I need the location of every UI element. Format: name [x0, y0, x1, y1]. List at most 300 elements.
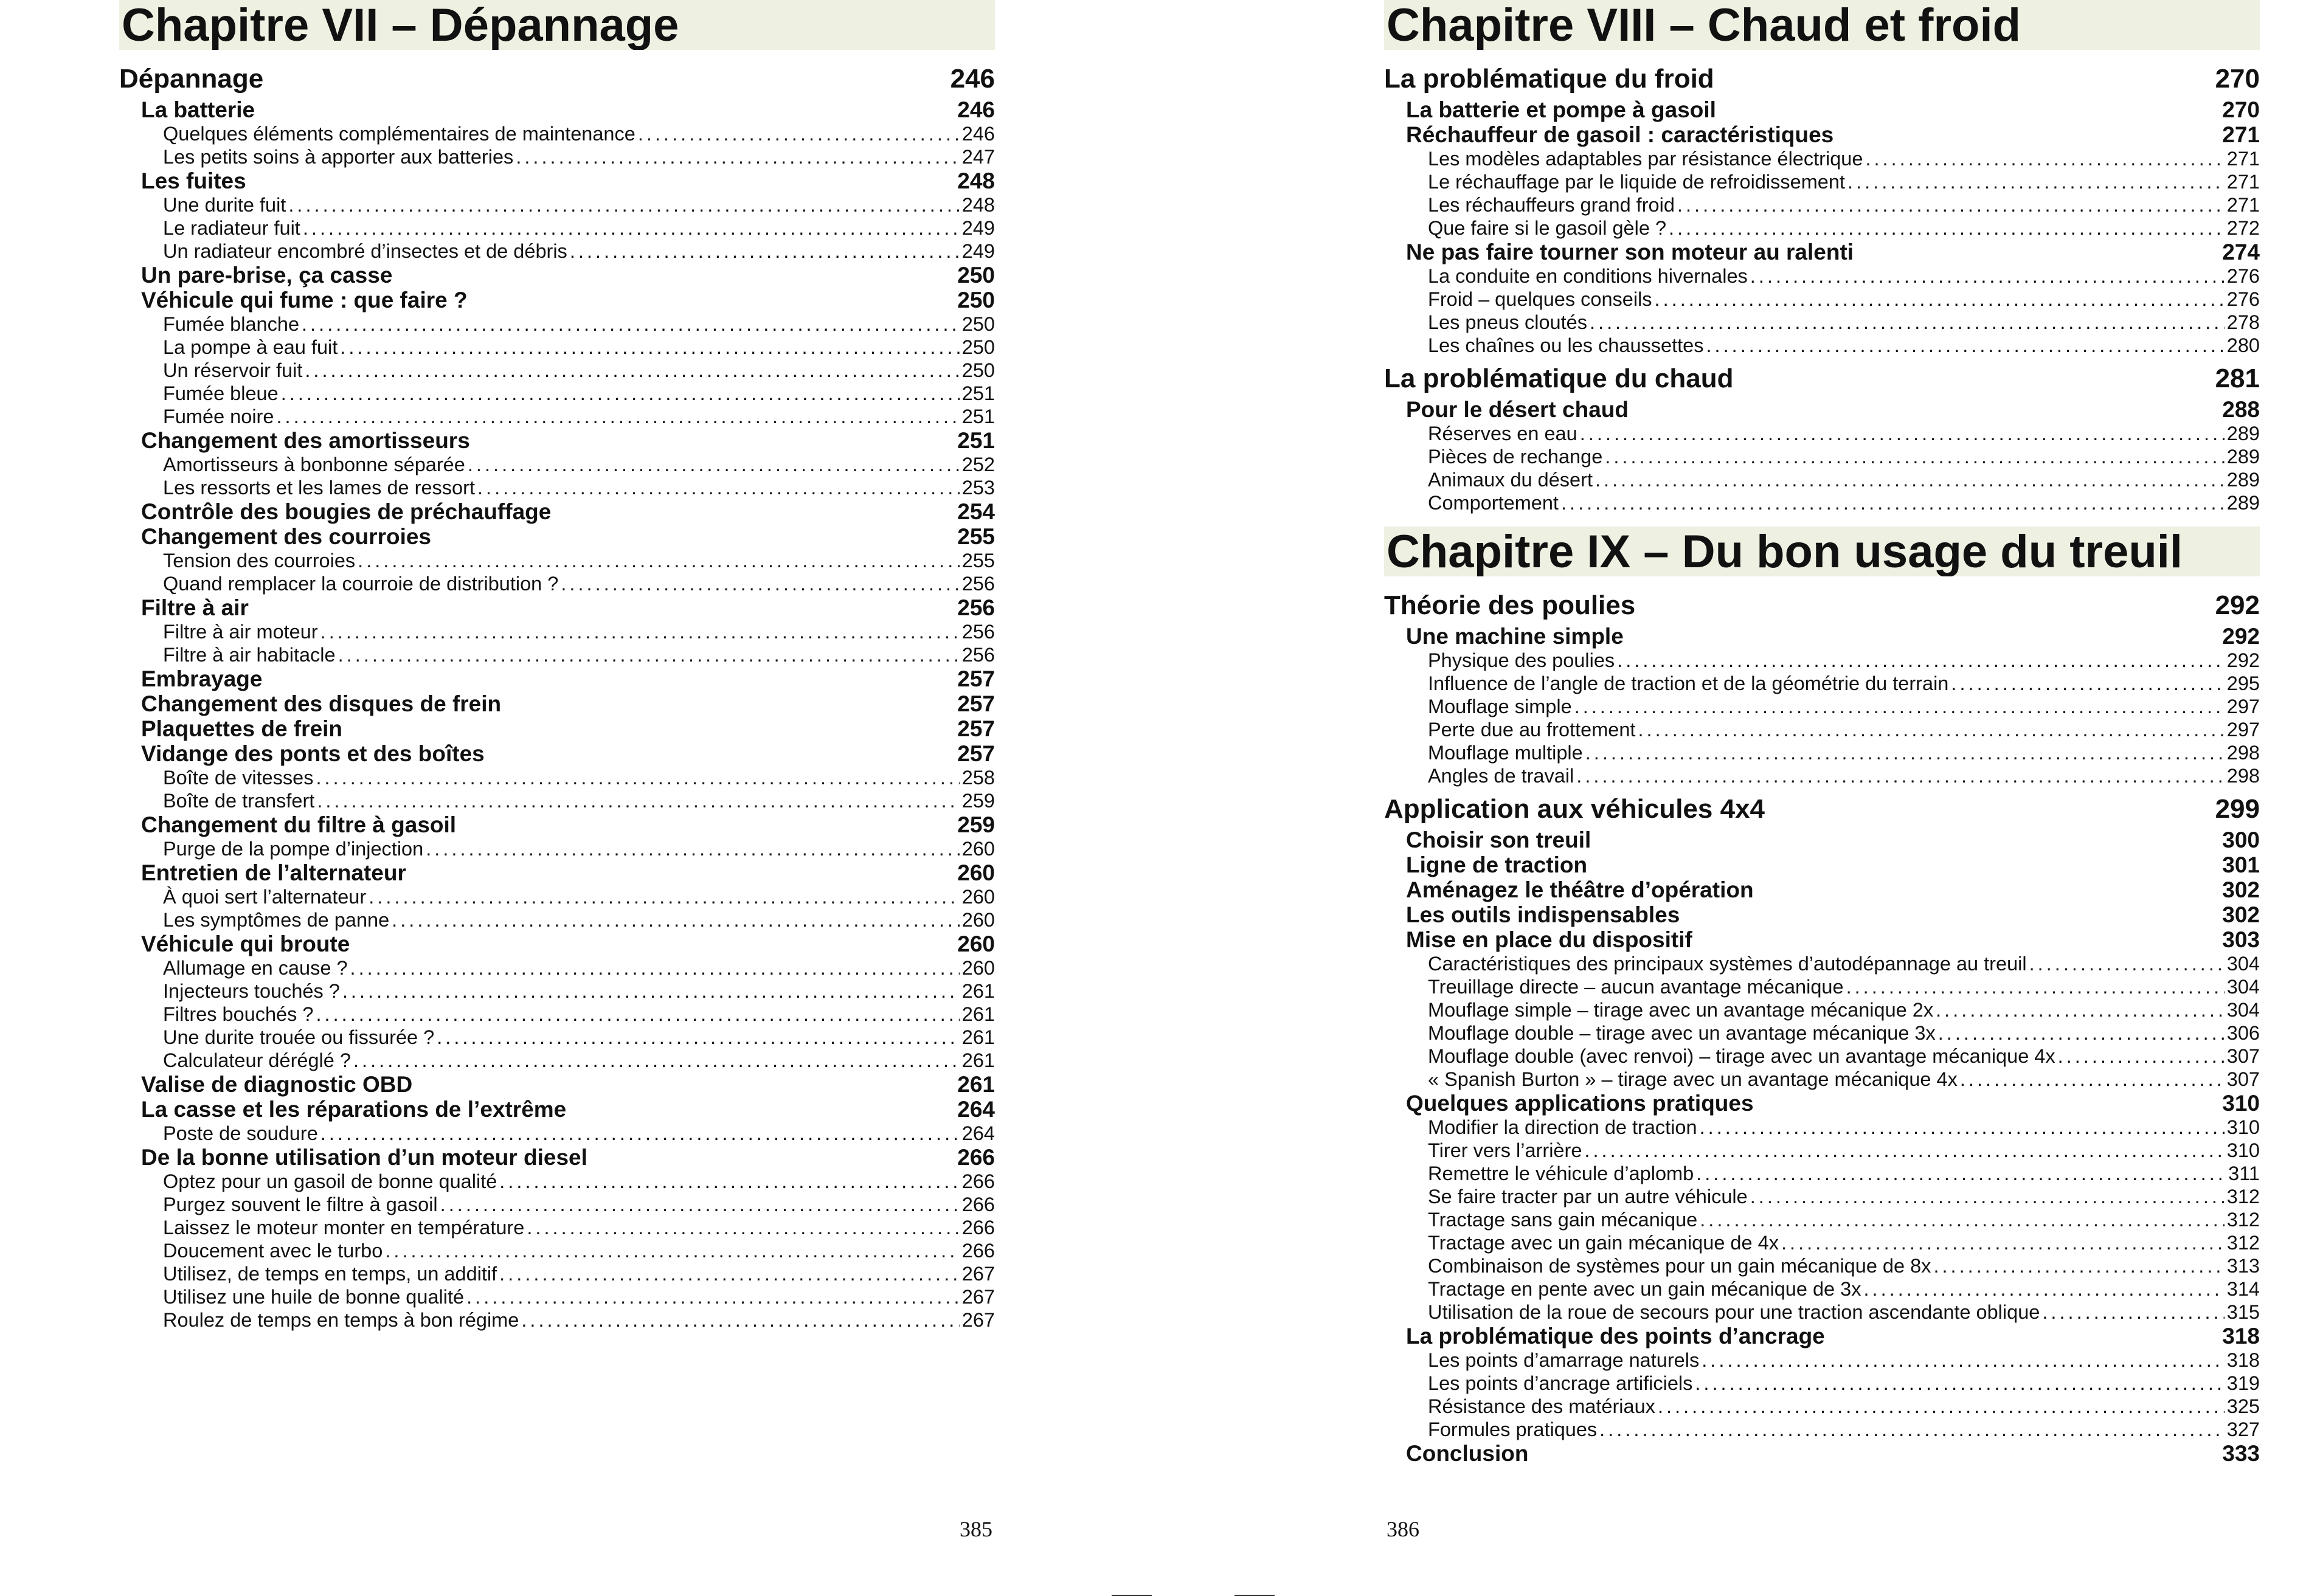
toc-entry — [119, 1308, 995, 1332]
toc-page-number: 251 — [957, 428, 995, 453]
toc-title: Véhicule qui broute — [141, 931, 350, 956]
toc-title: Que faire si le gasoil gèle ? — [1428, 217, 1667, 239]
toc-page-number: 261 — [961, 980, 995, 1002]
toc-title: Tractage en pente avec un gain mécanique de 3x — [1428, 1278, 1861, 1300]
toc-page-number: 318 — [2226, 1349, 2260, 1371]
toc-page-number: 256 — [961, 621, 995, 643]
dot-leader — [1700, 1208, 2225, 1231]
toc-page-number: 306 — [2226, 1022, 2260, 1044]
toc-entry — [119, 382, 995, 405]
toc-title: Un radiateur encombré d’insectes et de débris — [163, 240, 567, 262]
toc-entry — [119, 122, 995, 145]
toc-title: Optez pour un gasoil de bonne qualité — [163, 1170, 497, 1192]
toc-page-number: 252 — [961, 454, 995, 475]
toc-title: Treuillage directe – aucun avantage mécanique — [1428, 976, 1844, 998]
toc-page-number: 267 — [961, 1263, 995, 1285]
toc-title: Pour le désert chaud — [1406, 397, 1629, 422]
dot-leader — [392, 908, 960, 931]
toc-entry — [1384, 1349, 2260, 1372]
toc-page-number: 289 — [2226, 423, 2260, 444]
toc-subsection — [119, 931, 995, 956]
dot-leader — [317, 789, 959, 812]
toc-title: Une durite trouée ou fissurée ? — [163, 1026, 435, 1048]
dot-leader — [437, 1026, 960, 1049]
dot-leader — [1576, 764, 2224, 787]
toc-page-number: 289 — [2226, 492, 2260, 514]
dot-leader — [1584, 1139, 2224, 1162]
toc-subsection — [119, 812, 995, 837]
dot-leader — [1702, 1349, 2225, 1372]
toc-title: Mouflage simple — [1428, 696, 1572, 717]
toc-page-number: 256 — [957, 595, 995, 620]
dot-leader — [350, 956, 960, 979]
dot-leader — [1865, 147, 2224, 170]
toc-page-number: 249 — [961, 217, 995, 239]
toc-title: Les fuites — [141, 168, 246, 193]
toc-entry — [1384, 1185, 2260, 1208]
toc-subsection — [119, 860, 995, 885]
toc-section — [119, 64, 995, 94]
toc-page-number: 246 — [961, 123, 995, 145]
toc-title: Les outils indispensables — [1406, 902, 1680, 927]
toc-title: Embrayage — [141, 666, 263, 691]
toc-page-number: 300 — [2222, 827, 2260, 852]
toc-page-number: 266 — [957, 1145, 995, 1170]
toc-title: Tension des courroies — [163, 550, 356, 572]
toc-title: Modifier la direction de traction — [1428, 1116, 1697, 1138]
toc-entry — [119, 1003, 995, 1026]
toc-title: Purgez souvent le filtre à gasoil — [163, 1194, 438, 1215]
chapter-title: Chapitre VII – Dépannage — [119, 0, 995, 50]
toc-subsection — [119, 524, 995, 549]
toc-page-number: 257 — [957, 691, 995, 716]
chapter-title: Chapitre VIII – Chaud et froid — [1384, 0, 2260, 50]
toc-page-number: 248 — [961, 194, 995, 216]
toc-page-number: 270 — [2222, 97, 2260, 122]
toc-entry — [1384, 1277, 2260, 1301]
toc-page-number: 246 — [950, 64, 995, 94]
toc-title: Changement des disques de frein — [141, 691, 502, 716]
toc-entry — [119, 620, 995, 643]
toc-page-number: 310 — [2226, 1116, 2260, 1138]
toc-page-number: 259 — [961, 790, 995, 812]
dot-leader — [1669, 216, 2225, 240]
toc-subsection — [1384, 624, 2260, 649]
toc-page-number: 258 — [961, 767, 995, 789]
toc-title: Véhicule qui fume : que faire ? — [141, 288, 468, 313]
toc-page-number: 302 — [2222, 877, 2260, 902]
toc-subsection — [1384, 1324, 2260, 1349]
toc-page-number: 289 — [2226, 469, 2260, 491]
dot-leader — [1750, 264, 2225, 288]
toc-title: Le radiateur fuit — [163, 217, 300, 239]
dot-leader — [1617, 649, 2225, 672]
toc-title: Filtre à air moteur — [163, 621, 318, 643]
right-page — [1384, 0, 2260, 1556]
dot-leader — [1750, 1185, 2225, 1208]
toc-title: De la bonne utilisation d’un moteur diesel — [141, 1145, 587, 1170]
toc-page-number: 250 — [961, 336, 995, 358]
toc-page-number: 266 — [961, 1194, 995, 1215]
toc-entry — [119, 837, 995, 860]
toc-page-number: 261 — [961, 1003, 995, 1025]
toc-page-number: 260 — [961, 838, 995, 860]
toc-title: Boîte de vitesses — [163, 767, 314, 789]
toc-page-number: 288 — [2222, 397, 2260, 422]
toc-title: Injecteurs touchés ? — [163, 980, 340, 1002]
toc-entry — [119, 956, 995, 979]
toc-title: Mouflage simple – tirage avec un avantage mécanique 2x — [1428, 999, 1934, 1021]
dot-leader — [1561, 491, 2225, 514]
toc-page-number: 251 — [961, 382, 995, 404]
toc-title: La pompe à eau fuit — [163, 336, 338, 358]
toc-page-number: 256 — [961, 644, 995, 666]
toc-page-number: 327 — [2226, 1418, 2260, 1440]
toc-title: Pièces de rechange — [1428, 446, 1603, 468]
dot-leader — [1846, 975, 2225, 998]
dot-leader — [353, 1049, 960, 1072]
toc-page-number: 260 — [961, 957, 995, 979]
dot-leader — [320, 620, 960, 643]
toc-page-number: 299 — [2215, 794, 2260, 824]
dot-leader — [1590, 311, 2225, 334]
toc-title: Calculateur déréglé ? — [163, 1049, 351, 1071]
toc-page-number: 254 — [957, 499, 995, 524]
toc-title: Changement des amortisseurs — [141, 428, 470, 453]
toc-page-number: 292 — [2215, 590, 2260, 620]
toc-entry — [119, 1049, 995, 1072]
toc-subsection — [1384, 97, 2260, 122]
toc-page-number: 257 — [957, 666, 995, 691]
toc-title: Se faire tracter par un autre véhicule — [1428, 1186, 1748, 1207]
dot-leader — [1599, 1418, 2225, 1441]
toc-entry — [119, 216, 995, 240]
toc-entry — [1384, 311, 2260, 334]
toc-title: Les ressorts et les lames de ressort — [163, 477, 475, 499]
toc-page-number: 267 — [961, 1286, 995, 1308]
toc-page-number: 312 — [2226, 1186, 2260, 1207]
table-of-contents — [1384, 591, 2260, 1466]
toc-page-number: 297 — [2226, 719, 2260, 741]
dot-leader — [2029, 952, 2225, 975]
dot-leader — [1951, 672, 2224, 695]
toc-entry — [1384, 1372, 2260, 1395]
dot-leader — [1960, 1068, 2225, 1091]
toc-entry — [119, 1216, 995, 1239]
toc-title: Changement des courroies — [141, 524, 432, 549]
toc-title: Mouflage multiple — [1428, 742, 1583, 764]
toc-title: Une durite fuit — [163, 194, 286, 216]
toc-title: Les points d’amarrage naturels — [1428, 1349, 1700, 1371]
toc-title: Réserves en eau — [1428, 423, 1577, 444]
toc-entry — [1384, 1139, 2260, 1162]
toc-subsection — [1384, 902, 2260, 927]
toc-page-number: 311 — [2228, 1162, 2260, 1184]
toc-page-number: 260 — [961, 886, 995, 908]
toc-title: Utilisez une huile de bonne qualité — [163, 1286, 465, 1308]
dot-leader — [1580, 422, 2225, 445]
toc-page-number: 250 — [961, 313, 995, 335]
toc-entry — [1384, 422, 2260, 445]
toc-entry — [119, 1262, 995, 1285]
toc-title: Remettre le véhicule d’aplomb — [1428, 1162, 1694, 1184]
dot-leader — [1605, 445, 2224, 468]
dot-leader — [1696, 1162, 2226, 1185]
toc-entry — [119, 789, 995, 812]
toc-page-number: 271 — [2226, 148, 2260, 170]
toc-page-number: 307 — [2226, 1068, 2260, 1090]
toc-entry — [119, 240, 995, 263]
toc-title: Ligne de traction — [1406, 852, 1588, 877]
dot-leader — [303, 216, 960, 240]
toc-subsection — [119, 741, 995, 766]
toc-title: La problématique du froid — [1384, 64, 1714, 94]
toc-subsection — [119, 691, 995, 716]
dot-leader — [1677, 193, 2225, 216]
toc-title: Les pneus cloutés — [1428, 311, 1587, 333]
toc-title: Boîte de transfert — [163, 790, 315, 812]
toc-page-number: 255 — [957, 524, 995, 549]
toc-page-number: 301 — [2222, 852, 2260, 877]
toc-subsection — [119, 1097, 995, 1122]
toc-page-number: 259 — [957, 812, 995, 837]
toc-subsection — [119, 1145, 995, 1170]
toc-entry — [1384, 288, 2260, 311]
toc-title: Combinaison de systèmes pour un gain mécanique de 8x — [1428, 1255, 1931, 1277]
dot-leader — [305, 359, 959, 382]
toc-entry — [119, 193, 995, 216]
toc-subsection — [1384, 927, 2260, 952]
dot-leader — [276, 405, 959, 428]
page-number: 386 — [1387, 1517, 1419, 1541]
toc-title: Roulez de temps en temps à bon régime — [163, 1309, 519, 1331]
toc-entry — [1384, 952, 2260, 975]
toc-section — [1384, 64, 2260, 94]
toc-title: À quoi sert l’alternateur — [163, 886, 367, 908]
toc-entry — [1384, 1116, 2260, 1139]
toc-page-number: 255 — [961, 550, 995, 572]
toc-subsection — [1384, 122, 2260, 147]
dot-leader — [281, 382, 960, 405]
toc-entry — [119, 572, 995, 595]
toc-title: La casse et les réparations de l’extrême — [141, 1097, 567, 1122]
toc-page-number: 260 — [961, 909, 995, 931]
toc-title: Angles de travail — [1428, 765, 1574, 787]
toc-title: Influence de l’angle de traction et de la géométrie du terrain — [1428, 672, 1949, 694]
toc-subsection — [1384, 397, 2260, 422]
toc-entry — [119, 1170, 995, 1193]
toc-page-number: 276 — [2226, 288, 2260, 310]
toc-title: Quelques éléments complémentaires de maintenance — [163, 123, 635, 145]
toc-page-number: 333 — [2222, 1441, 2260, 1466]
toc-title: Poste de soudure — [163, 1122, 318, 1144]
dot-leader — [1585, 741, 2225, 764]
toc-title: Froid – quelques conseils — [1428, 288, 1652, 310]
dot-leader — [1706, 334, 2224, 357]
toc-entry — [1384, 1162, 2260, 1185]
toc-page-number: 271 — [2226, 171, 2260, 193]
toc-entry — [1384, 170, 2260, 193]
dot-leader — [466, 1285, 960, 1308]
toc-page-number: 250 — [957, 263, 995, 288]
toc-section — [1384, 795, 2260, 824]
toc-page-number: 247 — [961, 146, 995, 168]
toc-page-number: 318 — [2222, 1324, 2260, 1349]
toc-entry — [1384, 216, 2260, 240]
toc-title: Le réchauffage par le liquide de refroidissement — [1428, 171, 1845, 193]
toc-title: Mouflage double – tirage avec un avantage mécanique 3x — [1428, 1022, 1936, 1044]
toc-entry — [119, 336, 995, 359]
toc-entry — [1384, 334, 2260, 357]
toc-entry — [119, 643, 995, 666]
toc-page-number: 295 — [2226, 672, 2260, 694]
toc-title: Les chaînes ou les chaussettes — [1428, 334, 1704, 356]
dot-leader — [316, 1003, 959, 1026]
toc-page-number: 272 — [2226, 217, 2260, 239]
toc-subsection — [119, 428, 995, 453]
toc-entry — [1384, 1395, 2260, 1418]
toc-page-number: 289 — [2226, 446, 2260, 468]
toc-entry — [1384, 695, 2260, 718]
toc-page-number: 292 — [2226, 649, 2260, 671]
dot-leader — [1658, 1395, 2225, 1418]
toc-page-number: 250 — [957, 288, 995, 313]
toc-title: Les modèles adaptables par résistance électrique — [1428, 148, 1863, 170]
toc-entry — [119, 908, 995, 931]
dot-leader — [338, 643, 960, 666]
toc-title: La problématique des points d’ancrage — [1406, 1324, 1825, 1349]
dot-leader — [1863, 1277, 2224, 1301]
toc-title: Valise de diagnostic OBD — [141, 1072, 413, 1097]
chapter-title: Chapitre IX – Du bon usage du treuil — [1384, 527, 2260, 576]
toc-page-number: 261 — [957, 1072, 995, 1097]
left-page — [119, 0, 995, 1556]
toc-title: Doucement avec le turbo — [163, 1240, 383, 1262]
toc-title: Résistance des matériaux — [1428, 1395, 1655, 1417]
toc-title: Changement du filtre à gasoil — [141, 812, 457, 837]
dot-leader — [1938, 1021, 2225, 1045]
toc-entry — [1384, 1068, 2260, 1091]
toc-title: Caractéristiques des principaux systèmes d’autodépannage au treuil — [1428, 953, 2027, 975]
toc-entry — [1384, 1301, 2260, 1324]
toc-entry — [119, 549, 995, 572]
toc-entry — [119, 766, 995, 789]
dot-leader — [288, 193, 959, 216]
toc-entry — [1384, 264, 2260, 288]
dot-leader — [342, 979, 960, 1003]
dot-leader — [1695, 1372, 2224, 1395]
toc-subsection — [1384, 877, 2260, 902]
toc-title: La problématique du chaud — [1384, 364, 1734, 393]
dot-leader — [1638, 718, 2224, 741]
toc-page-number: 313 — [2226, 1255, 2260, 1277]
toc-title: Plaquettes de frein — [141, 716, 343, 741]
toc-subsection — [119, 263, 995, 288]
toc-entry — [119, 1026, 995, 1049]
toc-title: Un réservoir fuit — [163, 359, 303, 381]
toc-page-number: 264 — [957, 1097, 995, 1122]
toc-title: Tirer vers l’arrière — [1428, 1139, 1582, 1161]
toc-page-number: 274 — [2222, 240, 2260, 264]
toc-entry — [1384, 1231, 2260, 1254]
dot-leader — [468, 453, 960, 476]
toc-title: Utilisez, de temps en temps, un additif — [163, 1263, 497, 1285]
toc-page-number: 310 — [2222, 1091, 2260, 1116]
toc-page-number: 253 — [961, 477, 995, 499]
toc-entry — [119, 145, 995, 168]
toc-title: Entretien de l’alternateur — [141, 860, 406, 885]
toc-page-number: 270 — [2215, 64, 2260, 94]
dot-leader — [340, 336, 959, 359]
toc-page-number: 260 — [957, 931, 995, 956]
toc-page-number: 256 — [961, 573, 995, 595]
toc-page-number: 298 — [2226, 765, 2260, 787]
toc-page-number: 292 — [2222, 624, 2260, 649]
dot-leader — [570, 240, 960, 263]
toc-title: Purge de la pompe d’injection — [163, 838, 424, 860]
table-of-contents — [119, 64, 995, 1332]
toc-entry — [1384, 1254, 2260, 1277]
toc-entry — [1384, 649, 2260, 672]
toc-entry — [1384, 998, 2260, 1021]
toc-page-number: 248 — [957, 168, 995, 193]
toc-title: La batterie — [141, 97, 255, 122]
toc-entry — [1384, 445, 2260, 468]
toc-entry — [1384, 1045, 2260, 1068]
toc-page-number: 257 — [957, 716, 995, 741]
toc-page-number: 267 — [961, 1309, 995, 1331]
toc-page-number: 304 — [2226, 953, 2260, 975]
toc-title: Théorie des poulies — [1384, 591, 1636, 620]
toc-title: Un pare-brise, ça casse — [141, 263, 393, 288]
toc-entry — [1384, 764, 2260, 787]
toc-page-number: 266 — [961, 1240, 995, 1262]
toc-page-number: 261 — [961, 1026, 995, 1048]
toc-entry — [1384, 975, 2260, 998]
dot-leader — [302, 313, 960, 336]
toc-subsection — [1384, 827, 2260, 852]
toc-subsection — [119, 168, 995, 193]
toc-page-number: 257 — [957, 741, 995, 766]
toc-entry — [1384, 741, 2260, 764]
dot-leader — [516, 145, 959, 168]
dot-leader — [358, 549, 960, 572]
toc-page-number: 307 — [2226, 1045, 2260, 1067]
toc-title: Amortisseurs à bonbonne séparée — [163, 454, 465, 475]
dot-leader — [477, 476, 960, 499]
toc-title: Vidange des ponts et des boîtes — [141, 741, 485, 766]
dot-leader — [499, 1170, 959, 1193]
toc-subsection — [119, 97, 995, 122]
toc-entry — [119, 313, 995, 336]
toc-title: Les réchauffeurs grand froid — [1428, 194, 1675, 216]
toc-title: Formules pratiques — [1428, 1418, 1598, 1440]
toc-title: Application aux véhicules 4x4 — [1384, 795, 1765, 824]
toc-page-number: 298 — [2226, 742, 2260, 764]
dot-leader — [1781, 1231, 2225, 1254]
toc-title: Les symptômes de panne — [163, 909, 390, 931]
dot-leader — [1700, 1116, 2225, 1139]
toc-entry — [119, 453, 995, 476]
toc-subsection — [119, 666, 995, 691]
dot-leader — [320, 1122, 960, 1145]
toc-title: Tractage sans gain mécanique — [1428, 1209, 1698, 1231]
toc-title: Mouflage double (avec renvoi) – tirage avec un avantage mécanique 4x — [1428, 1045, 2055, 1067]
dot-leader — [2042, 1301, 2224, 1324]
toc-page-number: 250 — [961, 359, 995, 381]
toc-title: Une machine simple — [1406, 624, 1624, 649]
toc-entry — [119, 1239, 995, 1262]
